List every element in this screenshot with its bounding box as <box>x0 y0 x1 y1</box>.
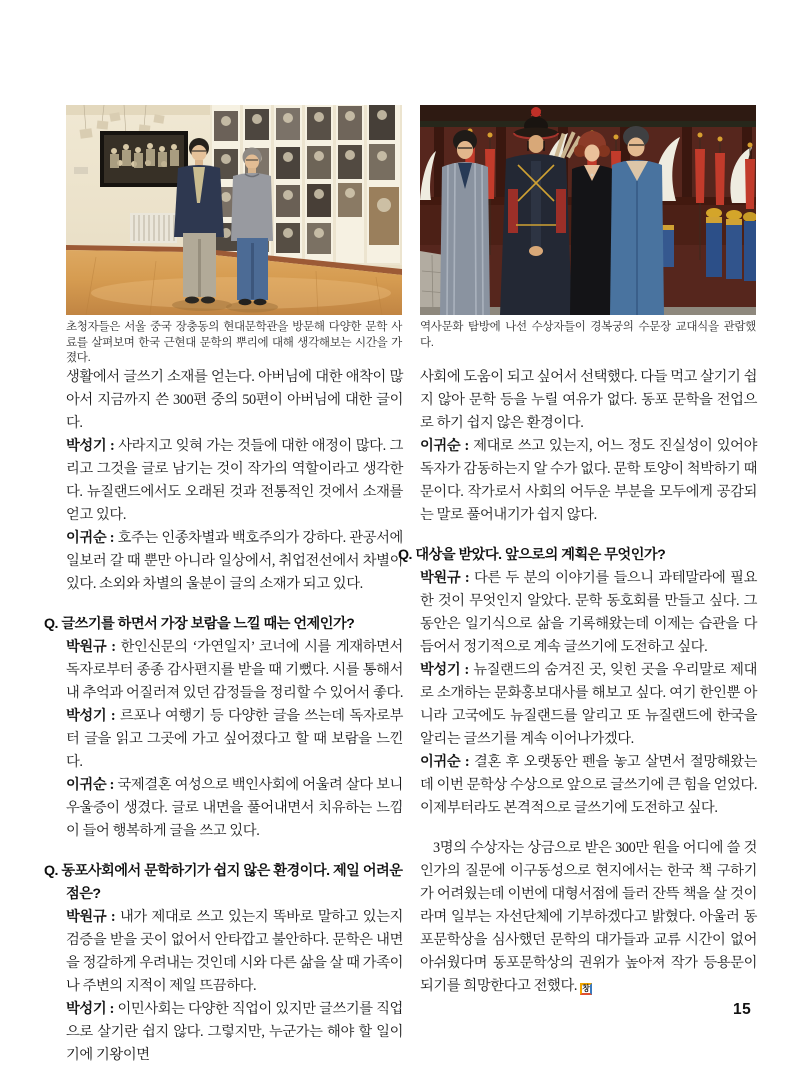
speaker-name: 박성기 : <box>66 1001 115 1017</box>
speaker-name: 이귀순 : <box>66 530 115 546</box>
closing-text: 3명의 수상자는 상금으로 받은 300만 원을 어디에 쓸 것인가의 질문에 이구동성으로 현지에서는 한국 책 구하기가 어려웠는데 이번에 대형서점에 들러 잔뜩 책을 살 것이라며 일부는 자선단체에 기부하겠다고 밝혔다. 아울러 동포문학상을 심사했던 문학의 대가들과 교류 시간이 없어 아쉬웠다며 동포문학상의 권위가 높아져 작가 등용문이 되기를 희망한다고 전했다. <box>420 840 757 994</box>
speaker-name: 박성기 : <box>66 438 115 454</box>
closing-paragraph <box>420 837 757 998</box>
qa-answer <box>66 636 403 705</box>
speaker-name: 박원규 : <box>66 639 116 655</box>
paragraph <box>420 366 757 435</box>
speaker-name: 이귀순 : <box>420 754 470 770</box>
speaker-name: 박원규 : <box>66 909 116 925</box>
answer-text: 내가 제대로 쓰고 있는지 똑바로 말하고 있는지 검증을 받을 곳이 없어서 안타깝고 불안하다. 문학은 내면을 정갈하게 우려내는 것인데 시와 다른 삶을 살 때 가족이나 주변의 지적이 제일 뜨끔하다. <box>66 909 404 994</box>
qa-answer <box>66 435 403 527</box>
paragraph-text: 사회에 도움이 되고 싶어서 선택했다. 다들 먹고 살기기 쉽지 않아 문학 등을 누릴 여유가 없다. 동포 문학을 전업으로 하기 쉽지 않은 환경이다. <box>420 369 758 431</box>
answer-text: 국제결혼 여성으로 백인사회에 어울려 살다 보니 우울증이 생겼다. 글로 내면을 풀어내면서 치유하는 느낌이 들어 행복하게 글을 쓰고 있다. <box>66 777 403 839</box>
answer-text: 뉴질랜드의 숨겨진 곳, 잊힌 곳을 우리말로 제대로 소개하는 문화홍보대사를 해보고 싶다. 여기 한인뿐 아니라 고국에도 뉴질랜드를 알리고 또 뉴질랜드에 한국을 알리는 글쓰기를 계속 이어나가겠다. <box>420 662 757 747</box>
article-right-column <box>398 366 758 998</box>
right-photo-caption: 역사문화 탐방에 나선 수상자들이 경복궁의 수문장 교대식을 관람했다. <box>420 321 756 349</box>
speaker-name: 박성기 : <box>66 708 116 724</box>
qa-answer <box>420 751 757 820</box>
answer-text: 결혼 후 오랫동안 펜을 놓고 살면서 절망해왔는데 이번 문학상 수상으로 앞으로 글쓰기에 큰 힘을 얻었다. 이제부터라도 본격적으로 글쓰기에 도전하고 싶다. <box>420 754 758 816</box>
qa-answer <box>66 998 403 1067</box>
answer-text: 사라지고 잊혀 가는 것들에 대한 애정이 많다. 그리고 그것을 글로 남기는 것이 작가의 역할이라고 생각한다. 뉴질랜드에서도 오래된 것과 전통적인 것에서 소재를 얻고 있다. <box>66 438 403 523</box>
qa-answer <box>66 705 403 774</box>
magazine-end-mark-icon: 창 <box>580 983 592 995</box>
qa-answer <box>66 906 403 998</box>
question-heading: Q. 글쓰기를 하면서 가장 보람을 느낄 때는 언제인가? <box>44 616 355 632</box>
paragraph <box>66 366 403 435</box>
speaker-name: 박성기 : <box>420 662 469 678</box>
qa-answer <box>66 774 403 843</box>
answer-text: 르포나 여행기 등 다양한 글을 쓰는데 독자로부터 글을 읽고 그곳에 가고 싶어졌다고 할 때 보람을 느낀다. <box>66 708 403 770</box>
article-left-column <box>44 366 404 1067</box>
answer-text: 다른 두 분의 이야기를 들으니 과테말라에 필요한 것이 무엇인지 알았다. 문학 동호회를 만들고 싶다. 그동안은 일기식으로 삶을 기록해왔는데 이제는 습관을 다듬어서 정기적으로 계속 글쓰기에 도전하고 싶다. <box>420 570 757 655</box>
answer-text: 호주는 인종차별과 백호주의가 강하다. 관공서에 일보러 갈 때 뿐만 아니라 일상에서, 취업전선에서 차별이 있다. 소외와 차별의 울분이 글의 소재가 되고 있다. <box>66 530 403 592</box>
answer-text: 이민사회는 다양한 직업이 있지만 글쓰기를 직업으로 살기란 쉽지 않다. 그렇지만, 누군가는 해야 할 일이기에 기왕이면 <box>66 1001 403 1063</box>
literature-museum-photo-illustration <box>66 105 402 315</box>
qa-answer <box>66 527 403 596</box>
page-number: 15 <box>733 1001 752 1018</box>
palace-ceremony-photo <box>420 105 756 315</box>
question-heading: Q. 동포사회에서 문학하기가 쉽지 않은 환경이다. 제일 어려운 점은? <box>44 863 403 902</box>
speaker-name: 이귀순 : <box>66 777 115 793</box>
paragraph-text: 생활에서 글쓰기 소재를 얻는다. 아버님에 대한 애착이 많아서 지금까지 쓴 300편 중의 50편이 아버님에 대한 글이다. <box>66 369 403 431</box>
left-photo-caption: 초청자들은 서울 중국 장충동의 현대문학관을 방문해 다양한 문학 사료를 살펴보며 한국 근현대 문학의 뿌리에 대해 생각해보는 시간을 가졌다. <box>66 321 402 364</box>
answer-text: 한인신문의 ‘가연일지’ 코너에 시를 게재하면서 독자로부터 종종 감사편지를 받을 때 기뻤다. 시를 통해서 내 추억과 어질러져 있던 감정들을 정리할 수 있어서 좋다. <box>66 639 404 701</box>
question-heading: Q. 대상을 받았다. 앞으로의 계획은 무엇인가? <box>398 547 666 563</box>
qa-answer <box>420 567 757 659</box>
qa-answer <box>420 659 757 751</box>
qa-answer <box>420 435 757 527</box>
literature-museum-photo <box>66 105 402 315</box>
answer-text: 제대로 쓰고 있는지, 어느 정도 진실성이 있어야 독자가 감동하는지 알 수가 없다. 문학 토양이 척박하기 때문이다. 작가로서 사회의 어두운 부분을 모두에게 공감되는 말로 풀어내기가 쉽지 않다. <box>420 438 758 523</box>
speaker-name: 박원규 : <box>420 570 470 586</box>
speaker-name: 이귀순 : <box>420 438 469 454</box>
palace-ceremony-photo-illustration <box>420 105 756 315</box>
